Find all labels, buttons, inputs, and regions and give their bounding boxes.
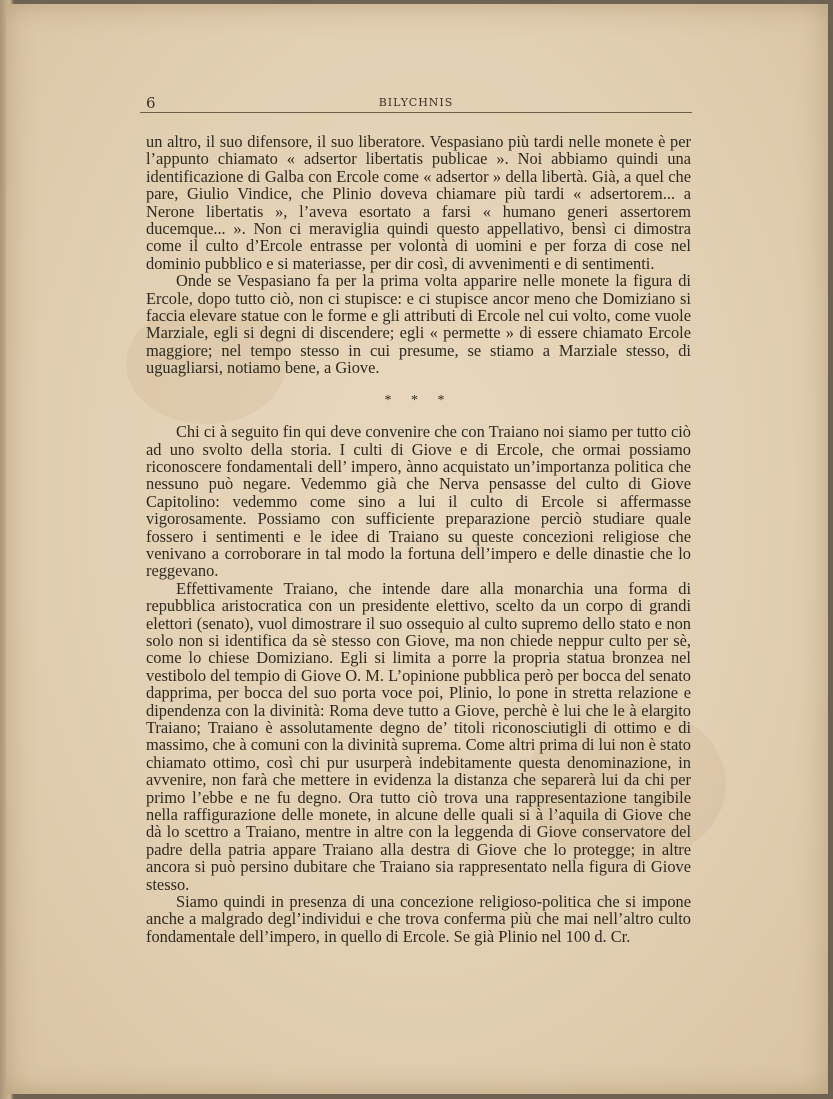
running-title: BILYCHNIS	[378, 96, 454, 109]
page-header	[140, 86, 692, 114]
paragraph: Effettivamente Traiano, che intende dare alla monarchia una forma di repubblica aristocratica con un presidente elettivo, scelto da un corpo di grandi elettori (senato), vuol dimostrare il suo ossequio al culto supremo dello stato e non solo non si identifica da sè stesso con Giove, ma non chiede neppur culto per sè, come lo chiese Domiziano. Egli si limita a porre la propria statua bronzea nel vestibolo del tempio di Giove O. M. L’opinione pubblica però per bocca del senato dapprima, per bocca del suo porta voce poi, Plinio, lo pone in stretta relazione e dipendenza con la divinità: Roma deve tutto a Giove, perchè è lui che le à elargito Traiano; Traiano è assolutamente degno de’ titoli riconosciutigli di ottimo e di massimo, che à comuni con la divinità suprema. Come altri prima di lui non è stato chiamato ottimo, così chi pur usurperà indebitamente questa denominazione, in avvenire, non farà che mettere in evidenza la distanza che separerà lui da chi per primo l’ebbe e ne fu degno. Ora tutto ciò trova una rappresentazione tangibile nella raffigurazione delle monete, in alcune delle quali si à l’aquila di Giove che dà lo scettro a Traiano, mentre in altre con la leggenda di Giove conservatore del padre della patria appare Traiano alla destra di Giove che lo protegge; in altre ancora si può persino dubitare che Traiano sia rappresentato nella figura di Giove stesso.	[146, 578, 691, 894]
section-ornament: * * *	[384, 392, 453, 408]
header-rule	[140, 112, 692, 113]
paragraph: Siamo quindi in presenza di una concezione religioso-politica che si impone anche a malgrado degl’individui e che trova conferma più che mai nell’altro culto fondamentale dell’impero, in quello di Ercole. Se già Plinio nel 100 d. Cr.	[146, 892, 691, 946]
paragraph: un altro, il suo difensore, il suo liberatore. Vespasiano più tardi nelle monete è per l’appunto chiamato « adsertor libertatis publicae ». Noi abbiamo quindi una identificazione di Galba con Ercole come « adsertor » della libertà. Già, a quel che pare, Giulio Vindice, che Plinio doveva chiamare più tardi « adsertorem... a Nerone libertatis », l’aveva esortato a farsi « humano generi assertorem ducemque... ». Non ci meraviglia quindi questo appellativo, bensì ci dimostra come il culto d’Ercole entrasse per volontà di uomini e per forza di cose nel dominio pubblico e si materiasse, per dir così, di avvenimenti e di sentimenti.	[146, 132, 691, 273]
page-number: 6	[146, 94, 156, 112]
paragraph: Onde se Vespasiano fa per la prima volta apparire nelle monete la figura di Ercole, dopo tutto ciò, non ci stupisce: e ci stupisce ancor meno che Domiziano si faccia elevare statue con le forme e gli attributi di Ercole nel cui volto, come vuole Marziale, egli si degni di discendere; egli « permette » di essere chiamato Ercole maggiore; nel tempo stesso in cui presume, se stiamo a Marziale stesso, di uguagliarsi, notiamo bene, a Giove.	[146, 271, 691, 378]
paragraph: Chi ci à seguito fin qui deve convenire che con Traiano noi siamo per tutto ciò ad uno svolto della storia. I culti di Giove e di Ercole, che ormai possiamo riconoscere fondamentali dell’ impero, ànno acquistato un’importanza politica che nessuno può negare. Vedemmo già che Nerva pensasse del culto di Giove Capitolino: vedemmo come sino a lui il culto di Ercole si affermasse vigorosamente. Possiamo con sufficiente preparazione perciò studiare quale fossero i sentimenti e le idee di Traiano su queste concezioni religiose che venivano a corroborare in tal modo la fortuna dell’impero e delle dinastie che lo reggevano.	[146, 422, 691, 581]
body-text	[146, 133, 691, 945]
